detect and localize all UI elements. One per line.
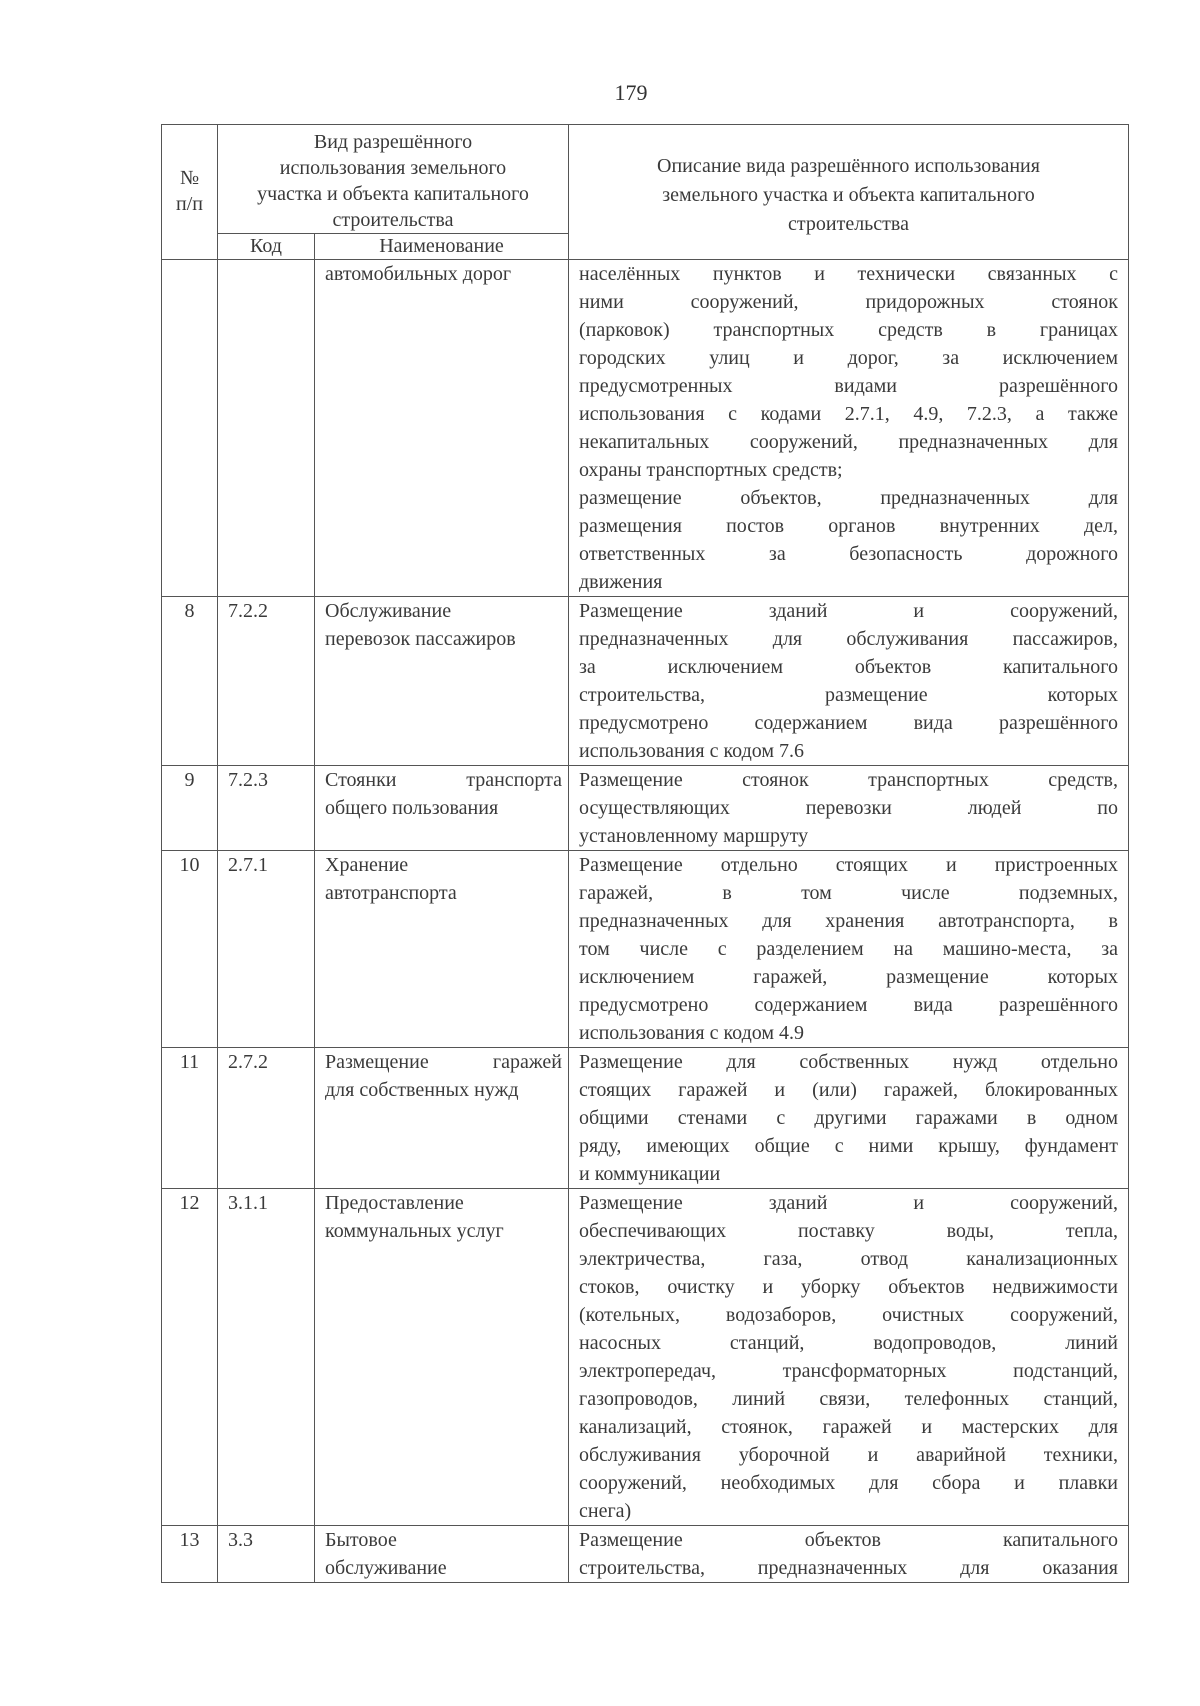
row-code: 3.1.1 [218, 1189, 315, 1526]
header-group-line: использования земельного [279, 157, 507, 179]
table-row [162, 1189, 1129, 1526]
row-code: 7.2.2 [218, 597, 315, 766]
description-line: Размещение для собственных нужд отдельно [579, 1051, 1118, 1073]
table-row [162, 851, 1129, 1048]
description-line: предусмотрено содержанием вида разрешённого [579, 994, 1118, 1016]
table-row [162, 766, 1129, 851]
description-line: обслуживания уборочной и аварийной техники, [579, 1444, 1118, 1466]
row-code: 2.7.1 [218, 851, 315, 1048]
row-name [315, 1189, 569, 1526]
description-line: предусмотрено содержанием вида разрешённого [579, 712, 1118, 734]
header-desc-line: Описание вида разрешённого использования [657, 155, 1040, 177]
description-line: предназначенных для хранения автотранспорта, в [579, 910, 1118, 932]
description-line: предназначенных для обслуживания пассажиров, [579, 628, 1118, 650]
header-land-use-type [218, 125, 569, 234]
header-desc-line: строительства [788, 213, 909, 235]
row-description [569, 597, 1129, 766]
row-number: 13 [162, 1526, 218, 1583]
row-code: 7.2.3 [218, 766, 315, 851]
description-line: Размещение стоянок транспортных средств, [579, 769, 1118, 791]
header-group-line: участка и объекта капитального [257, 183, 529, 205]
description-line: электричества, газа, отвод канализационных [579, 1248, 1118, 1270]
description-line: (котельных, водозаборов, очистных сооружений, [579, 1304, 1118, 1326]
row-name [315, 851, 569, 1048]
header-row [162, 125, 1129, 234]
row-code: 2.7.2 [218, 1048, 315, 1189]
table-row [162, 260, 1129, 597]
row-code [218, 260, 315, 597]
description-line: стоящих гаражей и (или) гаражей, блокированных [579, 1079, 1118, 1101]
description-line: сооружений, необходимых для сбора и плавки [579, 1472, 1118, 1494]
description-line: насосных станций, водопроводов, линий [579, 1332, 1118, 1354]
header-group-line: Вид разрешённого [313, 131, 473, 153]
description-line: размещение объектов, предназначенных для [579, 487, 1118, 509]
header-group-line: строительства [332, 209, 454, 231]
row-name [315, 1526, 569, 1583]
header-number-line: п/п [176, 193, 203, 215]
row-description [569, 260, 1129, 597]
description-line: строительства, размещение которых [579, 684, 1118, 706]
name-line: общего пользования [325, 797, 499, 819]
description-line: электропередач, трансформаторных подстанций, [579, 1360, 1118, 1382]
header-number [162, 125, 218, 260]
description-line: снега) [579, 1500, 632, 1522]
row-number: 10 [162, 851, 218, 1048]
description-line: (парковок) транспортных средств в границах [579, 319, 1118, 341]
row-number: 12 [162, 1189, 218, 1526]
description-line: использования с кодами 2.7.1, 4.9, 7.2.3, а также [579, 403, 1118, 425]
name-line: автомобильных дорог [325, 263, 512, 285]
name-line: Предоставление [325, 1192, 464, 1214]
header-description [569, 125, 1129, 260]
description-line: ряду, имеющих общие с ними крышу, фундамент [579, 1135, 1118, 1157]
description-line: том числе с разделением на машино-места, за [579, 938, 1118, 960]
row-description [569, 1048, 1129, 1189]
table-row [162, 1048, 1129, 1189]
header-desc-line: земельного участка и объекта капитального [662, 184, 1035, 206]
row-code: 3.3 [218, 1526, 315, 1583]
row-number [162, 260, 218, 597]
land-use-table [161, 124, 1129, 1583]
name-line: для собственных нужд [325, 1079, 519, 1101]
page-number: 179 [614, 80, 648, 105]
row-description [569, 766, 1129, 851]
description-line: гаражей, в том числе подземных, [579, 882, 1118, 904]
description-line: осуществляющих перевозки людей по [579, 797, 1118, 819]
description-line: Размещение зданий и сооружений, [579, 1192, 1118, 1214]
row-name [315, 766, 569, 851]
name-line: перевозок пассажиров [325, 628, 516, 650]
name-line: Размещение гаражей [325, 1051, 562, 1073]
name-line: Хранение [325, 854, 409, 876]
description-line: стоков, очистку и уборку объектов недвижимости [579, 1276, 1118, 1298]
row-name [315, 1048, 569, 1189]
row-number: 8 [162, 597, 218, 766]
name-line: автотранспорта [325, 882, 457, 904]
row-name [315, 260, 569, 597]
row-name [315, 597, 569, 766]
table-row [162, 1526, 1129, 1583]
description-line: ответственных за безопасность дорожного [579, 543, 1118, 565]
description-line: за исключением объектов капитального [579, 656, 1118, 678]
description-line: Размещение объектов капитального [579, 1529, 1118, 1551]
row-number: 9 [162, 766, 218, 851]
description-line: обеспечивающих поставку воды, тепла, [579, 1220, 1118, 1242]
header-code: Код [218, 234, 315, 260]
description-line: канализаций, стоянок, гаражей и мастерских для [579, 1416, 1118, 1438]
row-number: 11 [162, 1048, 218, 1189]
description-line: ними сооружений, придорожных стоянок [579, 291, 1118, 313]
name-line: коммунальных услуг [325, 1220, 504, 1242]
description-line: использования с кодом 7.6 [579, 740, 805, 762]
description-line: некапитальных сооружений, предназначенных для [579, 431, 1118, 453]
description-line: использования с кодом 4.9 [579, 1022, 805, 1044]
description-line: охраны транспортных средств; [579, 459, 843, 481]
description-line: исключением гаражей, размещение которых [579, 966, 1118, 988]
table-body [162, 260, 1129, 1583]
description-line: Размещение зданий и сооружений, [579, 600, 1118, 622]
row-description [569, 1189, 1129, 1526]
name-line: Бытовое [325, 1529, 397, 1551]
description-line: Размещение отдельно стоящих и пристроенных [579, 854, 1118, 876]
row-description [569, 851, 1129, 1048]
description-line: размещения постов органов внутренних дел, [579, 515, 1118, 537]
description-line: газопроводов, линий связи, телефонных станций, [579, 1388, 1118, 1410]
description-line: городских улиц и дорог, за исключением [579, 347, 1118, 369]
row-description [569, 1526, 1129, 1583]
description-line: строительства, предназначенных для оказания [579, 1557, 1118, 1579]
description-line: движения [579, 571, 663, 593]
description-line: общими стенами с другими гаражами в одном [579, 1107, 1118, 1129]
description-line: установленному маршруту [579, 825, 809, 847]
header-name: Наименование [315, 234, 569, 260]
table-row [162, 597, 1129, 766]
description-line: и коммуникации [579, 1163, 721, 1185]
name-line: Стоянки транспорта [325, 769, 562, 791]
header-number-line: № [179, 167, 200, 189]
name-line: обслуживание [325, 1557, 447, 1579]
description-line: предусмотренных видами разрешённого [579, 375, 1118, 397]
description-line: населённых пунктов и технически связанных с [579, 263, 1118, 285]
name-line: Обслуживание [325, 600, 452, 622]
